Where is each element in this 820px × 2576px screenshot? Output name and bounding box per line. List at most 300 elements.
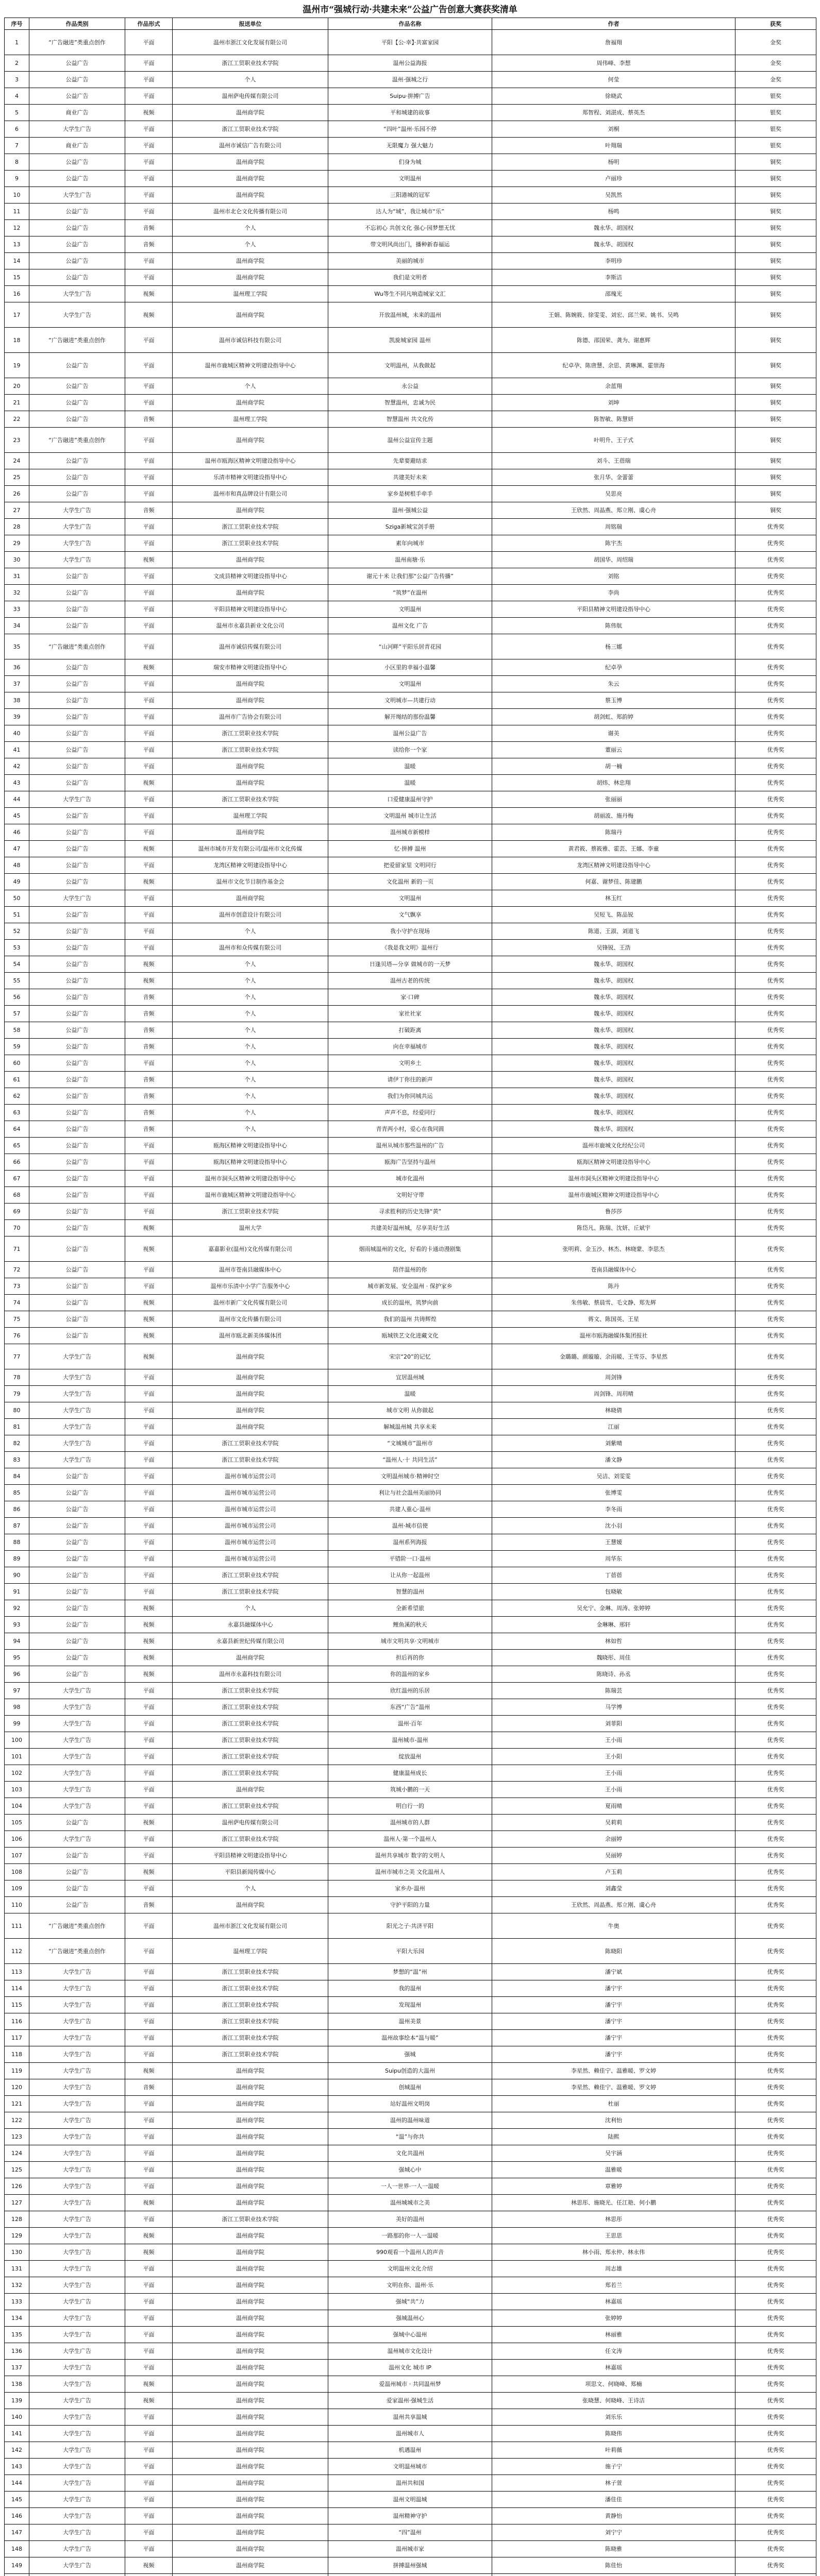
row-author: 黄静怡 (492, 2508, 735, 2524)
row-author: 施子宁 (492, 2459, 735, 2475)
row-index: 144 (5, 2475, 29, 2492)
row-author: 林丽雅 (492, 2327, 735, 2343)
row-index: 86 (5, 1501, 29, 1518)
table-row (5, 956, 816, 973)
row-author: 吴短飞、陈品锐 (492, 907, 735, 923)
table-row (5, 2096, 816, 2112)
row-format: 音频 (125, 2079, 173, 2096)
row-index: 143 (5, 2459, 29, 2475)
row-award: 优秀奖 (735, 1897, 816, 1913)
row-award: 优秀奖 (735, 742, 816, 758)
row-category: 公益广告 (29, 1666, 125, 1683)
row-author: 林子萱 (492, 2475, 735, 2492)
row-work-title: “筑梦”在温州 (328, 585, 492, 601)
row-format: 音频 (125, 502, 173, 519)
row-author: 平阳县精神文明建设指导中心 (492, 601, 735, 618)
row-index: 45 (5, 808, 29, 824)
row-submitter: 浙江工贸职业技术学院 (173, 1716, 328, 1732)
row-author: 王思思 (492, 2228, 735, 2244)
row-author: 林玉红 (492, 890, 735, 907)
row-category: 大学生广告 (29, 1997, 125, 2013)
table-row (5, 2409, 816, 2426)
row-category: 大学生广告 (29, 791, 125, 808)
row-index: 123 (5, 2129, 29, 2145)
row-author: 龙湾区精神文明建设指导中心 (492, 857, 735, 874)
row-author: 潘宁宇 (492, 2013, 735, 2030)
table-row (5, 659, 816, 676)
row-award: 铜奖 (735, 469, 816, 486)
row-award: 优秀奖 (735, 1022, 816, 1039)
row-category: 大学生广告 (29, 2475, 125, 2492)
row-index: 9 (5, 171, 29, 187)
row-award: 优秀奖 (735, 1584, 816, 1600)
row-format: 平面 (125, 907, 173, 923)
row-award: 优秀奖 (735, 1344, 816, 1369)
row-work-title: 温州的温州味道 (328, 2112, 492, 2129)
row-author: 陈瑞丹 (492, 824, 735, 841)
row-category: 大学生广告 (29, 1435, 125, 1452)
row-author: 魏永华、胡国权 (492, 1055, 735, 1072)
row-award: 优秀奖 (735, 634, 816, 659)
row-submitter: 温州理工学院 (173, 286, 328, 302)
row-submitter: 温州商学院 (173, 2557, 328, 2574)
row-award: 优秀奖 (735, 2475, 816, 2492)
row-work-title: 温州文明温城 (328, 2492, 492, 2508)
row-work-title: 文明温州 (328, 890, 492, 907)
row-category: 公益广告 (29, 378, 125, 395)
row-submitter: 温州商学院 (173, 1897, 328, 1913)
row-category: 公益广告 (29, 1022, 125, 1039)
row-award: 优秀奖 (735, 1121, 816, 1138)
row-format: 视频 (125, 286, 173, 302)
table-row (5, 907, 816, 923)
table-row (5, 1939, 816, 1964)
row-award: 优秀奖 (735, 1386, 816, 1402)
row-category: 公益广告 (29, 1584, 125, 1600)
row-format: 平面 (125, 1683, 173, 1699)
row-award: 优秀奖 (735, 1138, 816, 1154)
row-format: 平面 (125, 2013, 173, 2030)
row-index: 132 (5, 2277, 29, 2294)
row-submitter: 温州商学院 (173, 154, 328, 171)
row-submitter: 个人 (173, 220, 328, 236)
row-award: 优秀奖 (735, 568, 816, 585)
row-format: 平面 (125, 634, 173, 659)
row-award: 优秀奖 (735, 1171, 816, 1187)
table-row (5, 676, 816, 692)
row-author: 江丽 (492, 1419, 735, 1435)
row-author: 卢玉莉 (492, 1864, 735, 1880)
row-work-title: 强城中心温州 (328, 2327, 492, 2343)
row-index: 36 (5, 659, 29, 676)
row-category: 大学生广告 (29, 121, 125, 138)
row-award: 优秀奖 (735, 552, 816, 568)
row-submitter: 温州商学院 (173, 2508, 328, 2524)
row-format: 平面 (125, 2442, 173, 2459)
table-row (5, 1880, 816, 1897)
row-category: 公益广告 (29, 989, 125, 1006)
row-award: 优秀奖 (735, 1328, 816, 1344)
row-award: 优秀奖 (735, 1650, 816, 1666)
row-index: 14 (5, 253, 29, 269)
table-row (5, 1666, 816, 1683)
row-award: 优秀奖 (735, 709, 816, 725)
row-submitter: 温州市洞头区精神文明建设指导中心 (173, 1171, 328, 1187)
row-submitter: 浙江工贸职业技术学院 (173, 1584, 328, 1600)
row-category: 大学生广告 (29, 2162, 125, 2178)
row-index: 56 (5, 989, 29, 1006)
row-award: 优秀奖 (735, 2508, 816, 2524)
row-format: 平面 (125, 187, 173, 204)
row-work-title: 解开绳结的那份温馨 (328, 709, 492, 725)
row-index: 117 (5, 2030, 29, 2046)
row-work-title: 温州城市新模样 (328, 824, 492, 841)
row-author: 吴思亮 (492, 486, 735, 502)
row-category: 公益广告 (29, 1311, 125, 1328)
row-category: 公益广告 (29, 1617, 125, 1633)
row-work-title: 文气飘享 (328, 907, 492, 923)
row-category: 大学生广告 (29, 890, 125, 907)
row-category: 公益广告 (29, 1518, 125, 1534)
table-row (5, 502, 816, 519)
row-author: 詹福翔 (492, 30, 735, 55)
row-submitter: 温州市文化传播有限公司 (173, 1311, 328, 1328)
row-award: 优秀奖 (735, 1236, 816, 1262)
row-index: 142 (5, 2442, 29, 2459)
row-submitter: 温州市城市运营公司 (173, 1468, 328, 1485)
row-index: 94 (5, 1633, 29, 1650)
table-row (5, 1022, 816, 1039)
row-submitter: 温州商学院 (173, 2492, 328, 2508)
row-format: 平面 (125, 2046, 173, 2063)
row-work-title: 东西“广告”温州 (328, 1699, 492, 1716)
row-submitter: 嘉嘉影业(温州)文化传媒有限公司 (173, 1236, 328, 1262)
row-work-title: 读给你一个家 (328, 742, 492, 758)
row-award: 优秀奖 (735, 2244, 816, 2261)
row-category: 公益广告 (29, 1468, 125, 1485)
row-submitter: 浙江工贸职业技术学院 (173, 1831, 328, 1848)
row-index: 19 (5, 353, 29, 378)
row-category: 大学生广告 (29, 535, 125, 552)
row-index: 55 (5, 973, 29, 989)
table-row (5, 72, 816, 88)
row-work-title: 文明好守带 (328, 1187, 492, 1204)
table-row (5, 692, 816, 709)
row-format: 视频 (125, 841, 173, 857)
table-row (5, 973, 816, 989)
row-award: 优秀奖 (735, 1815, 816, 1831)
row-format: 视频 (125, 2393, 173, 2409)
row-submitter: 温州商学院 (173, 758, 328, 775)
row-category: 公益广告 (29, 1105, 125, 1121)
row-author: 潘宁宇 (492, 1980, 735, 1997)
row-index: 93 (5, 1617, 29, 1633)
row-format: 平面 (125, 1913, 173, 1939)
row-author: 潘宁宇 (492, 2046, 735, 2063)
table-row (5, 1171, 816, 1187)
table-row (5, 552, 816, 568)
row-category: 大学生广告 (29, 2557, 125, 2574)
row-submitter: 温州商学院 (173, 1369, 328, 1386)
table-row (5, 2376, 816, 2393)
row-format: 平面 (125, 1402, 173, 1419)
row-submitter: 温州市北仑文化传播有限公司 (173, 204, 328, 220)
table-row (5, 1187, 816, 1204)
table-row (5, 808, 816, 824)
header-award: 获奖 (735, 18, 816, 30)
row-author: 李星然、赖佳宁、温雅暖、罗文婷 (492, 2063, 735, 2079)
table-row (5, 55, 816, 72)
table-row (5, 138, 816, 154)
row-category: 大学生广告 (29, 2360, 125, 2376)
table-row (5, 989, 816, 1006)
table-row (5, 2112, 816, 2129)
row-category: 公益广告 (29, 601, 125, 618)
row-submitter: 浙江工贸职业技术学院 (173, 1567, 328, 1584)
row-award: 优秀奖 (735, 890, 816, 907)
row-index: 121 (5, 2096, 29, 2112)
row-index: 2 (5, 55, 29, 72)
row-author: 丁蓓蓓 (492, 1567, 735, 1584)
row-format: 平面 (125, 1732, 173, 1749)
row-author: 项思文、何晓峰、郑楠 (492, 2376, 735, 2393)
table-row (5, 890, 816, 907)
row-submitter: 温州市城市运营公司 (173, 1534, 328, 1551)
row-author: 金琳琳、邢轩 (492, 1617, 735, 1633)
row-submitter: 个人 (173, 1105, 328, 1121)
row-category: 大学生广告 (29, 1452, 125, 1468)
row-award: 优秀奖 (735, 2360, 816, 2376)
row-submitter: 浙江工贸职业技术学院 (173, 1699, 328, 1716)
row-format: 视频 (125, 1666, 173, 1683)
row-format: 平面 (125, 121, 173, 138)
table-row (5, 1567, 816, 1584)
table-row (5, 1386, 816, 1402)
row-work-title: 温州共和国 (328, 2475, 492, 2492)
table-row (5, 2426, 816, 2442)
row-submitter: 温州商学院 (173, 2541, 328, 2557)
table-row (5, 30, 816, 55)
table-row (5, 1848, 816, 1864)
row-author: 林嘉瑶 (492, 2360, 735, 2376)
row-author: 苍南县融媒体中心 (492, 1262, 735, 1278)
row-award: 优秀奖 (735, 618, 816, 634)
row-award: 优秀奖 (735, 1765, 816, 1782)
table-row (5, 1913, 816, 1939)
row-submitter: 浙江工贸职业技术学院 (173, 1980, 328, 1997)
row-author: 朱云 (492, 676, 735, 692)
row-index: 44 (5, 791, 29, 808)
row-author: 蒋文、陈国英、王星 (492, 1311, 735, 1328)
row-work-title: 温暖 (328, 758, 492, 775)
row-submitter: 温州商学院 (173, 187, 328, 204)
row-author: 卢丽珍 (492, 171, 735, 187)
row-author: 吴莉莉 (492, 1815, 735, 1831)
row-format: 平面 (125, 1584, 173, 1600)
row-category: 大学生广告 (29, 2013, 125, 2030)
table-row (5, 88, 816, 105)
row-submitter: 温州商学院 (173, 2376, 328, 2393)
row-index: 82 (5, 1435, 29, 1452)
row-author: 叶莉薇 (492, 2442, 735, 2459)
table-row (5, 1864, 816, 1880)
row-index: 131 (5, 2261, 29, 2277)
row-format: 平面 (125, 1262, 173, 1278)
table-row (5, 1435, 816, 1452)
row-work-title: 智慧的温州 (328, 1584, 492, 1600)
row-index: 60 (5, 1055, 29, 1072)
row-category: 公益广告 (29, 808, 125, 824)
row-format: 平面 (125, 1880, 173, 1897)
row-award: 银奖 (735, 121, 816, 138)
row-award: 优秀奖 (735, 2211, 816, 2228)
row-index: 59 (5, 1039, 29, 1055)
row-submitter: 温州市瓯北新美体媒体团 (173, 1328, 328, 1344)
row-award: 优秀奖 (735, 2524, 816, 2541)
row-work-title: 温州城市的人群 (328, 1815, 492, 1831)
row-category: 大学生广告 (29, 2195, 125, 2211)
row-author: 林思彤 (492, 2211, 735, 2228)
row-submitter: 温州市城市运营公司 (173, 1501, 328, 1518)
row-index: 149 (5, 2557, 29, 2574)
row-index: 95 (5, 1650, 29, 1666)
row-format: 视频 (125, 1600, 173, 1617)
row-work-title: 家乡是树根手牵手 (328, 486, 492, 502)
row-author: 魏永华、胡国权 (492, 1022, 735, 1039)
row-format: 视频 (125, 1328, 173, 1344)
row-award: 优秀奖 (735, 808, 816, 824)
row-author: 潘宁宇 (492, 1997, 735, 2013)
row-submitter: 温州商学院 (173, 2277, 328, 2294)
row-work-title: 明白行一的 (328, 1798, 492, 1815)
row-index: 77 (5, 1344, 29, 1369)
row-work-title: 们身为城 (328, 154, 492, 171)
table-row (5, 1518, 816, 1534)
row-work-title: 我们是文明者 (328, 269, 492, 286)
row-index: 76 (5, 1328, 29, 1344)
row-format: 视频 (125, 2244, 173, 2261)
row-work-title: 阳光之子·共济平阳 (328, 1913, 492, 1939)
row-author: 胡一楠 (492, 758, 735, 775)
row-format: 平面 (125, 676, 173, 692)
row-award: 优秀奖 (735, 1518, 816, 1534)
row-category: 公益广告 (29, 692, 125, 709)
row-work-title: 温州故事绘本“温与暖” (328, 2030, 492, 2046)
row-index: 68 (5, 1187, 29, 1204)
row-format: 视频 (125, 2557, 173, 2574)
row-category: “广告融进”类重点创作 (29, 1913, 125, 1939)
row-index: 43 (5, 775, 29, 791)
row-submitter: 永嘉县新世纪传媒有限公司 (173, 1633, 328, 1650)
row-category: 公益广告 (29, 824, 125, 841)
row-award: 铜奖 (735, 302, 816, 328)
row-work-title: 温州城城市之美 (328, 2195, 492, 2211)
row-work-title: 不忘初心 共创文化 强心·园梦想无忧 (328, 220, 492, 236)
row-author: 胡国华、周绍瑞 (492, 552, 735, 568)
table-row (5, 1278, 816, 1295)
row-format: 平面 (125, 2459, 173, 2475)
row-work-title: 拼搏温州强城 (328, 2557, 492, 2574)
row-submitter: 温州商学院 (173, 2459, 328, 2475)
row-award: 优秀奖 (735, 841, 816, 857)
row-author: 温州市鹿城区精神文明建设指导中心 (492, 1187, 735, 1204)
row-category: 大学生广告 (29, 2524, 125, 2541)
row-award: 金奖 (735, 72, 816, 88)
row-submitter: 温州商学院 (173, 1782, 328, 1798)
table-row (5, 204, 816, 220)
table-row (5, 1039, 816, 1055)
row-work-title: 美好的温州 (328, 2211, 492, 2228)
row-format: 平面 (125, 1501, 173, 1518)
row-work-title: 共建美好温州城，尽享美好生活 (328, 1220, 492, 1236)
row-category: 公益广告 (29, 725, 125, 742)
row-submitter: 温州商学院 (173, 2063, 328, 2079)
row-format: 视频 (125, 2063, 173, 2079)
row-award: 优秀奖 (735, 2195, 816, 2211)
row-category: 大学生广告 (29, 2426, 125, 2442)
row-format: 平面 (125, 55, 173, 72)
row-submitter: 浙江工贸职业技术学院 (173, 2013, 328, 2030)
row-index: 105 (5, 1815, 29, 1831)
row-category: 公益广告 (29, 171, 125, 187)
row-category: 公益广告 (29, 1204, 125, 1220)
row-submitter: 温州商学院 (173, 1402, 328, 1419)
table-row (5, 1699, 816, 1716)
row-format: 平面 (125, 1204, 173, 1220)
row-submitter: 温州商学院 (173, 1386, 328, 1402)
row-submitter: 温州市诚信传媒有限公司 (173, 634, 328, 659)
row-submitter: 个人 (173, 1055, 328, 1072)
row-award: 铜奖 (735, 378, 816, 395)
row-submitter: 温州市鹿城区精神文明建设指导中心 (173, 1187, 328, 1204)
row-format: 音频 (125, 1088, 173, 1105)
row-work-title: “文城城市”温州市 (328, 1435, 492, 1452)
row-category: 大学生广告 (29, 2409, 125, 2426)
row-award: 优秀奖 (735, 1997, 816, 2013)
row-category: 公益广告 (29, 1138, 125, 1154)
row-author: 魏永华、胡国权 (492, 956, 735, 973)
row-category: 公益广告 (29, 395, 125, 411)
row-award: 铜奖 (735, 411, 816, 428)
row-submitter: 温州商学院 (173, 2195, 328, 2211)
row-index: 107 (5, 1848, 29, 1864)
row-index: 21 (5, 395, 29, 411)
row-category: 公益广告 (29, 1897, 125, 1913)
row-author: 郑若兰 (492, 2277, 735, 2294)
row-submitter: 龙湾区精神文明建设指导中心 (173, 857, 328, 874)
table-row (5, 2524, 816, 2541)
row-index: 85 (5, 1485, 29, 1501)
row-award: 优秀奖 (735, 1154, 816, 1171)
row-author: 李星然、赖佳宁、温雅暖、罗文婷 (492, 2079, 735, 2096)
row-format: 平面 (125, 353, 173, 378)
row-format: 平面 (125, 171, 173, 187)
row-author: 章雅婷 (492, 2178, 735, 2195)
row-author: 陈晓诗、孙丞 (492, 1666, 735, 1683)
row-submitter: 个人 (173, 973, 328, 989)
table-row (5, 486, 816, 502)
row-category: 大学生广告 (29, 2310, 125, 2327)
row-index: 70 (5, 1220, 29, 1236)
row-submitter: 浙江工贸职业技术学院 (173, 2030, 328, 2046)
row-award: 铜奖 (735, 502, 816, 519)
row-category: 大学生广告 (29, 2327, 125, 2343)
table-header-row (5, 18, 816, 30)
row-category: 大学生广告 (29, 1344, 125, 1369)
row-submitter: 乐清市精神文明建设指导中心 (173, 469, 328, 486)
row-index: 10 (5, 187, 29, 204)
row-index: 52 (5, 923, 29, 940)
